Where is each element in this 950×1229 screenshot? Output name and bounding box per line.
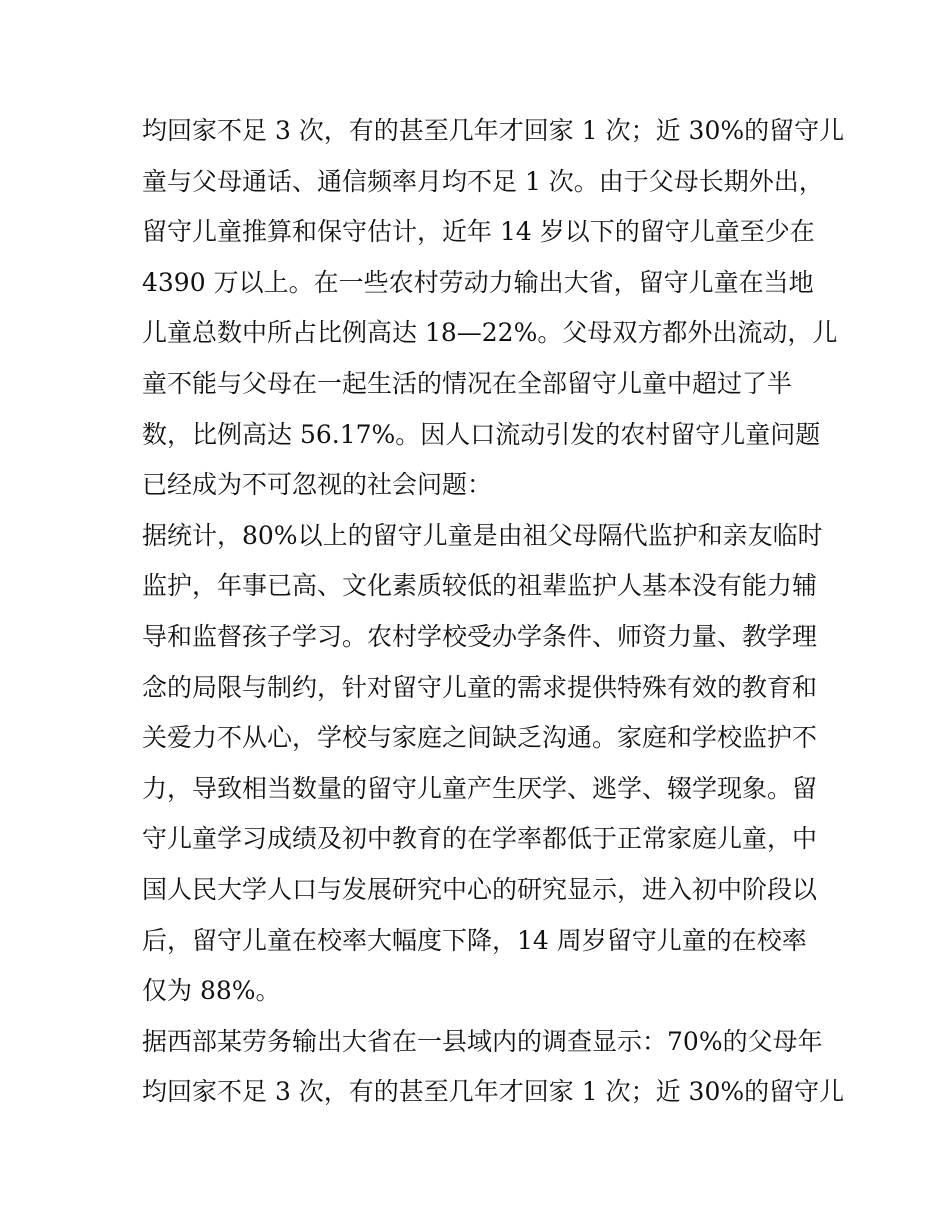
text-line: 童不能与父母在一起生活的情况在全部留守儿童中超过了半: [142, 368, 793, 398]
text-line: 数，比例高达 56.17%。因人口流动引发的农村留守儿童问题: [142, 419, 821, 449]
body-text: [142, 106, 845, 1118]
text-line: 导和监督孩子学习。农村学校受办学条件、师资力量、教学理: [142, 621, 818, 651]
text-line: 后，留守儿童在校率大幅度下降，14 周岁留守儿童的在校率: [142, 925, 807, 955]
text-line: 念的局限与制约，针对留守儿童的需求提供特殊有效的教育和: [142, 672, 818, 702]
text-line: 据西部某劳务输出大省在一县域内的调查显示：70%的父母年: [142, 1026, 823, 1056]
text-line: 国人民大学人口与发展研究中心的研究显示，进入初中阶段以: [142, 874, 818, 904]
text-line: 仅为 88%。: [142, 976, 281, 1006]
text-line: 力，导致相当数量的留守儿童产生厌学、逃学、辍学现象。留: [142, 773, 818, 803]
text-line: 守儿童学习成绩及初中教育的在学率都低于正常家庭儿童，中: [142, 824, 818, 854]
text-line: 关爱力不从心，学校与家庭之间缺乏沟通。家庭和学校监护不: [142, 723, 818, 753]
text-line: 4390 万以上。在一些农村劳动力输出大省，留守儿童在当地: [142, 267, 814, 297]
text-line: 留守儿童推算和保守估计，近年 14 岁以下的留守儿童至少在: [142, 217, 815, 247]
text-line: 监护，年事已高、文化素质较低的祖辈监护人基本没有能力辅: [142, 571, 818, 601]
text-line: 童与父母通话、通信频率月均不足 1 次。由于父母长期外出，: [142, 166, 824, 196]
text-line: 已经成为不可忽视的社会问题：: [142, 470, 493, 500]
text-line: 均回家不足 3 次，有的甚至几年才回家 1 次；近 30%的留守儿: [142, 116, 845, 145]
text-line: 儿童总数中所占比例高达 18—22%。父母双方都外出流动，儿: [142, 318, 838, 348]
text-line: 均回家不足 3 次，有的甚至几年才回家 1 次；近 30%的留守儿: [142, 1077, 845, 1107]
text-line: 据统计，80%以上的留守儿童是由祖父母隔代监护和亲友临时: [142, 520, 823, 550]
